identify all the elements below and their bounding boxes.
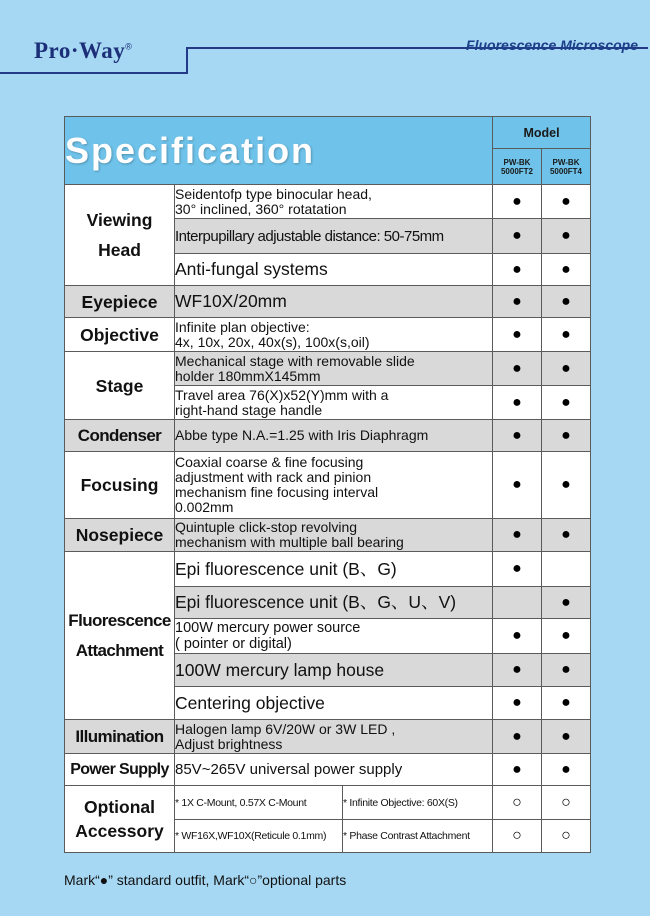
model-1-mark: ● bbox=[493, 552, 542, 587]
table-row bbox=[65, 185, 591, 219]
model-2-mark: ● bbox=[542, 519, 591, 552]
brand-logo-text: Pro·Way bbox=[34, 38, 126, 63]
category-stage: Stage bbox=[65, 352, 175, 420]
accessory-item: * 1X C-Mount, 0.57X C-Mount bbox=[175, 786, 343, 820]
product-name: Fluorescence Microscope bbox=[466, 37, 638, 53]
spec-description: 85V~265V universal power supply bbox=[175, 754, 493, 786]
model-2-mark: ○ bbox=[542, 820, 591, 853]
spec-description: Abbe type N.A.=1.25 with Iris Diaphragm bbox=[175, 420, 493, 452]
table-row bbox=[65, 519, 591, 552]
accessory-item: * Infinite Objective: 60X(S) bbox=[343, 786, 493, 820]
spec-description: Epi fluorescence unit (B、G、U、V) bbox=[175, 587, 493, 619]
spec-description: Halogen lamp 6V/20W or 3W LED , Adjust brightness bbox=[175, 720, 493, 754]
table-row bbox=[65, 420, 591, 452]
spec-description: Anti-fungal systems bbox=[175, 254, 493, 286]
table-row bbox=[65, 786, 591, 820]
model-name-2: PW-BK 5000FT4 bbox=[542, 149, 591, 185]
model-1-mark: ● bbox=[493, 420, 542, 452]
table-row bbox=[65, 720, 591, 754]
model-2-mark: ● bbox=[542, 452, 591, 519]
model-2-mark: ● bbox=[542, 286, 591, 318]
model-heading: Model bbox=[493, 117, 591, 149]
legend-footnote: Mark“●” standard outfit, Mark“○”optional parts bbox=[64, 872, 347, 888]
header-rule-step bbox=[186, 47, 188, 73]
brand-logo bbox=[34, 38, 132, 64]
spec-description: Seidentofp type binocular head, 30° inclined, 360° rotatation bbox=[175, 185, 493, 219]
accessory-item: * WF16X,WF10X(Reticule 0.1mm) bbox=[175, 820, 343, 853]
model-1-mark: ● bbox=[493, 185, 542, 219]
spec-description: 100W mercury lamp house bbox=[175, 654, 493, 687]
model-2-mark: ● bbox=[542, 720, 591, 754]
model-2-mark: ● bbox=[542, 318, 591, 352]
model-1-mark: ● bbox=[493, 519, 542, 552]
model-1-mark: ● bbox=[493, 352, 542, 386]
model-2-mark: ● bbox=[542, 420, 591, 452]
model-1-mark: ● bbox=[493, 286, 542, 318]
table-row bbox=[65, 318, 591, 352]
spec-description: Coaxial coarse & fine focusing adjustment with rack and pinion mechanism fine focusing interval 0.002mm bbox=[175, 452, 493, 519]
spec-description: WF10X/20mm bbox=[175, 286, 493, 318]
model-2-mark: ● bbox=[542, 619, 591, 654]
table-row bbox=[65, 352, 591, 386]
category-nosepiece: Nosepiece bbox=[65, 519, 175, 552]
table-row bbox=[65, 754, 591, 786]
model-1-mark: ● bbox=[493, 619, 542, 654]
model-name-1: PW-BK 5000FT2 bbox=[493, 149, 542, 185]
model-1-mark: ● bbox=[493, 318, 542, 352]
category-viewing-head: Viewing Head bbox=[65, 185, 175, 286]
model-2-mark: ● bbox=[542, 386, 591, 420]
model-1-mark: ● bbox=[493, 754, 542, 786]
category-power-supply: Power Supply bbox=[65, 754, 175, 786]
model-2-mark: ● bbox=[542, 654, 591, 687]
model-1-mark: ● bbox=[493, 720, 542, 754]
spec-description: Epi fluorescence unit (B、G) bbox=[175, 552, 493, 587]
model-2-mark: ● bbox=[542, 254, 591, 286]
spec-description: Infinite plan objective: 4x, 10x, 20x, 40x(s), 100x(s,oil) bbox=[175, 318, 493, 352]
accessory-item: * Phase Contrast Attachment bbox=[343, 820, 493, 853]
model-1-mark: ● bbox=[493, 654, 542, 687]
model-2-mark bbox=[542, 552, 591, 587]
model-1-mark: ● bbox=[493, 219, 542, 254]
table-header-row bbox=[65, 117, 591, 149]
model-2-mark: ● bbox=[542, 687, 591, 720]
model-2-mark: ● bbox=[542, 587, 591, 619]
category-optional-accessory: Optional Accessory bbox=[65, 786, 175, 853]
model-1-mark: ○ bbox=[493, 820, 542, 853]
spec-description: 100W mercury power source ( pointer or digital) bbox=[175, 619, 493, 654]
table-row bbox=[65, 552, 591, 587]
model-2-mark: ○ bbox=[542, 786, 591, 820]
model-1-mark: ○ bbox=[493, 786, 542, 820]
category-condenser: Condenser bbox=[65, 420, 175, 452]
category-eyepiece: Eyepiece bbox=[65, 286, 175, 318]
model-1-mark: ● bbox=[493, 452, 542, 519]
model-1-mark: ● bbox=[493, 687, 542, 720]
spec-description: Travel area 76(X)x52(Y)mm with a right-hand stage handle bbox=[175, 386, 493, 420]
category-objective: Objective bbox=[65, 318, 175, 352]
spec-description: Interpupillary adjustable distance: 50-75mm bbox=[175, 219, 493, 254]
spec-description: Mechanical stage with removable slide holder 180mmX145mm bbox=[175, 352, 493, 386]
spec-description: Centering objective bbox=[175, 687, 493, 720]
model-2-mark: ● bbox=[542, 754, 591, 786]
registered-mark: ® bbox=[125, 41, 133, 52]
category-fluorescence-attachment: Fluorescence Attachment bbox=[65, 552, 175, 720]
table-row bbox=[65, 286, 591, 318]
category-focusing: Focusing bbox=[65, 452, 175, 519]
header-rule-left bbox=[0, 72, 188, 74]
specification-table bbox=[64, 116, 591, 853]
table-row bbox=[65, 452, 591, 519]
spec-description: Quintuple click-stop revolving mechanism with multiple ball bearing bbox=[175, 519, 493, 552]
category-illumination: Illumination bbox=[65, 720, 175, 754]
model-2-mark: ● bbox=[542, 219, 591, 254]
spec-title: Specification bbox=[65, 117, 493, 185]
model-1-mark: ● bbox=[493, 386, 542, 420]
model-1-mark bbox=[493, 587, 542, 619]
model-2-mark: ● bbox=[542, 352, 591, 386]
model-1-mark: ● bbox=[493, 254, 542, 286]
model-2-mark: ● bbox=[542, 185, 591, 219]
